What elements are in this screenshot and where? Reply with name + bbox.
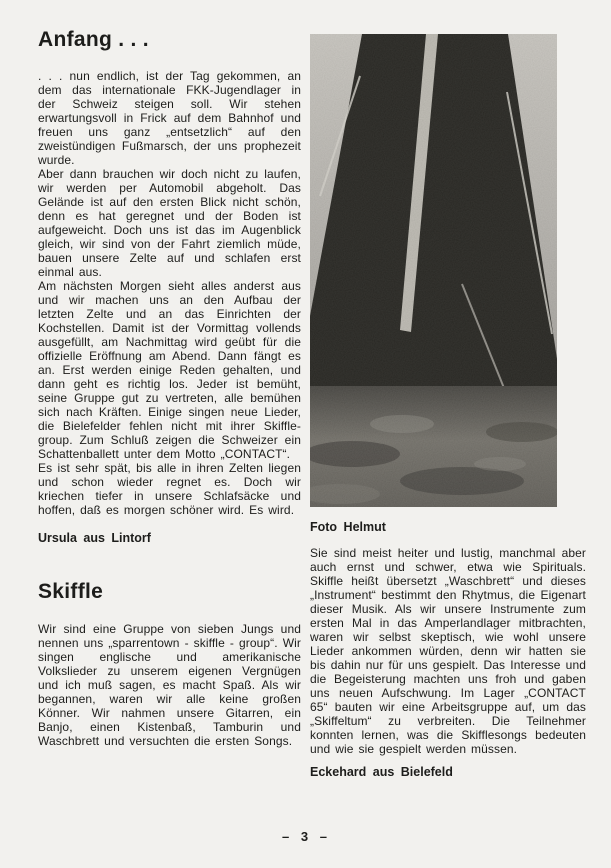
paragraph: Es ist sehr spät, bis alle in ihren Zelten liegen und schon wieder regnet es. Doch wir kriechen tiefer in unsere Schlafsäcke und hoffen, daß es morgen schöner wird. Es wird.	[38, 461, 301, 517]
author-signature: Ursula aus Lintorf	[38, 531, 151, 545]
paragraph: Wir sind eine Gruppe von sieben Jungs und nennen uns „sparrentown - skiffle - group“. Wir singen englische und amerikanische Volkslieder zu unserem eigenen Vergnügen und ich muß sagen, es macht Spaß. Als wir begannen, waren wir alle keine großen Könner. Wir nahmen unsere Gitarren, ein Banjo, einen Kistenbaß, Tamburin und Waschbrett und versuchten die ersten Songs.	[38, 622, 301, 748]
page-number: – 3 –	[282, 829, 329, 844]
article-title-skiffle: Skiffle	[38, 580, 104, 603]
photo-grain-overlay	[310, 34, 557, 507]
paragraph: Sie sind meist heiter und lustig, manchmal aber auch ernst und schwer, etwa wie Spirituals. Skiffle heißt übersetzt „Waschbrett“ und dieses „Instrument“ bestimmt den Rhytmus, die Eigenart dieser Musik. Als wir unsere Instrumente zum ersten Mal in das Amperlandlager mitbrachten, waren wir selbst skeptisch, wie wohl unsere Lieder ankommen würden, denn wir hatten sie bis dahin nur für uns gespielt. Das Interesse und die Begeisterung machten uns froh und gaben uns neuen Aufschwung. Im Lager „CONTACT 65“ bauten wir eine Arbeitsgruppe auf, um das „Skiffeltum“ zu verbreiten. Die Teilnehmer konnten lernen, was die Skifflesongs bedeuten und wie sie gespielt werden müssen.	[310, 546, 586, 756]
photo-caption: Foto Helmut	[310, 520, 386, 534]
photo-tent-campsite	[310, 34, 557, 507]
paragraph: Aber dann brauchen wir doch nicht zu laufen, wir werden per Automobil abgeholt. Das Gelände ist auf den ersten Blick nicht schön, denn es hat geregnet und der Boden ist aufgeweicht. Doch uns ist das im Augenblick gleich, wir sind von der Fahrt ziemlich müde, bauen unsere Zelte auf und schlafen erst einmal aus.	[38, 167, 301, 279]
author-signature: Eckehard aus Bielefeld	[310, 765, 453, 779]
paragraph: . . . nun endlich, ist der Tag gekommen, an dem das internationale FKK-Jugendlager in der Schweiz steigen soll. Wir stehen erwartungsvoll in Frick auf dem Bahnhof und freuen uns ganz „entsetzlich“ auf den zweistündigen Fußmarsch, der uns prophezeit wurde.	[38, 69, 301, 167]
right-column	[310, 34, 586, 780]
paragraph: Am nächsten Morgen sieht alles anderst aus und wir machen uns an den Aufbau der letzten Zelte und an das Einrichten der Kochstellen. Damit ist der Vormittag vollends ausgefüllt, am Nachmittag wird geübt für die offizielle Eröffnung am Abend. Dann fängt es an. Erst werden einige Reden gehalten, und dann geht es richtig los. Jeder ist bemüht, seine Gruppe gut zu vertreten, alle bemühen sich nach Kräften. Einige singen neue Lieder, die Bielefelder fehlen nicht mit ihrer Skiffle-group. Zum Schluß zeigen die Schweizer ein Schattenballett unter dem Motto „CONTACT“.	[38, 279, 301, 461]
left-column	[38, 28, 301, 748]
article-title-anfang: Anfang . . .	[38, 28, 149, 51]
